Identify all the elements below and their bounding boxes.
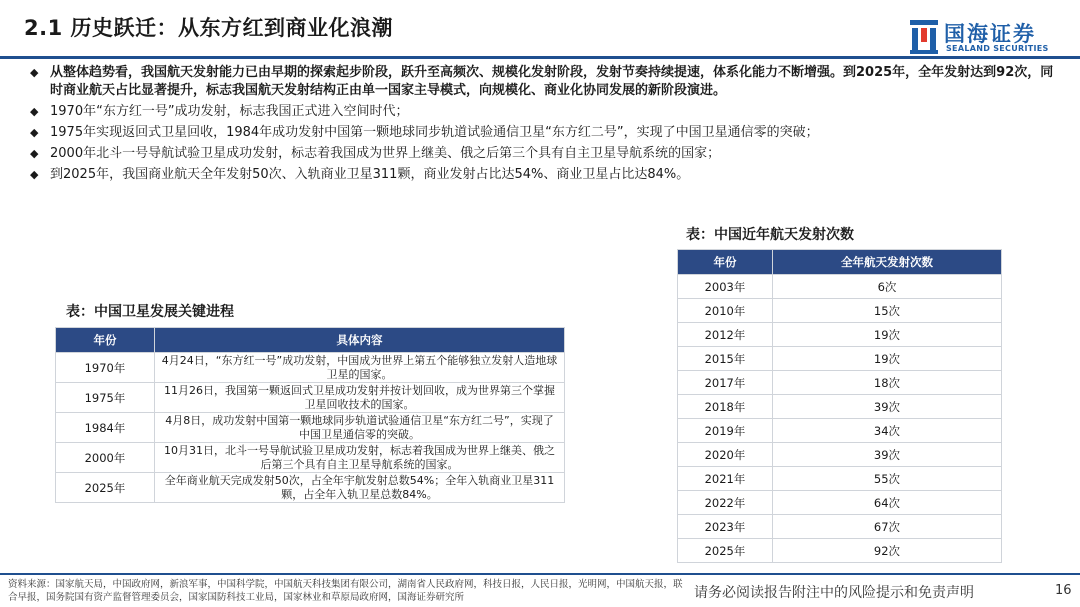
year-cell: 1975年 xyxy=(56,383,155,413)
header-divider xyxy=(0,56,1080,59)
table-header: 年份 xyxy=(56,328,155,353)
year-cell: 2018年 xyxy=(678,395,773,419)
table-row xyxy=(678,419,1002,443)
count-cell: 67次 xyxy=(773,515,1002,539)
table-row xyxy=(678,299,1002,323)
bullet-item: ◆ 到2025年，我国商业航天全年发射50次、入轨商业卫星311颗，商业发射占比达54%、商业卫星占比达84%。 xyxy=(30,166,1065,184)
satellite-milestones-table xyxy=(55,327,565,503)
count-cell: 39次 xyxy=(773,395,1002,419)
table-row xyxy=(56,473,565,503)
content-cell: 4月24日，“东方红一号”成功发射，中国成为世界上第五个能够独立发射人造地球卫星的国家。 xyxy=(155,353,565,383)
table-header: 年份 xyxy=(678,250,773,275)
bullet-item: ◆ 从整体趋势看，我国航天发射能力已由早期的探索起步阶段，跃升至高频次、规模化发射阶段，发射节奏持续提速，体系化能力不断增强。到2025年，全年发射达到92次，同时商业航天占比显著提升，标志我国航天发射结构正由单一国家主导模式，向规模化、商业化协同发展的新阶段演进。 xyxy=(30,64,1065,100)
content-cell: 10月31日，北斗一号导航试验卫星成功发射，标志着我国成为世界上继美、俄之后第三个具有自主卫星导航系统的国家。 xyxy=(155,443,565,473)
content-cell: 4月8日，成功发射中国第一颗地球同步轨道试验通信卫星“东方红二号”，实现了中国卫星通信零的突破。 xyxy=(155,413,565,443)
company-logo xyxy=(910,20,1070,60)
table-row xyxy=(678,515,1002,539)
table-header: 全年航天发射次数 xyxy=(773,250,1002,275)
year-cell: 2012年 xyxy=(678,323,773,347)
year-cell: 2000年 xyxy=(56,443,155,473)
table-row xyxy=(678,395,1002,419)
disclaimer: 请务必阅读报告附注中的风险提示和免责声明 xyxy=(694,585,974,601)
page-title: 2.1 历史跃迁：从东方红到商业化浪潮 xyxy=(24,16,394,40)
table-row xyxy=(56,413,565,443)
year-cell: 2023年 xyxy=(678,515,773,539)
logo-text-cn: 国海证券 xyxy=(944,22,1036,46)
count-cell: 15次 xyxy=(773,299,1002,323)
year-cell: 2025年 xyxy=(56,473,155,503)
year-cell: 2010年 xyxy=(678,299,773,323)
count-cell: 55次 xyxy=(773,467,1002,491)
year-cell: 2017年 xyxy=(678,371,773,395)
bullet-list xyxy=(30,64,1065,187)
year-cell: 1984年 xyxy=(56,413,155,443)
source-note: 资料来源：国家航天局，中国政府网，新浪军事，中国科学院，中国航天科技集团有限公司，湖南省人民政府网，科技日报，人民日报，光明网，中国航天报，联合早报，国务院国有资产监督管理委员会，国家国防科技工业局，国家林业和草原局政府网，国海证券研究所 xyxy=(8,579,683,603)
content-cell: 11月26日，我国第一颗返回式卫星成功发射并按计划回收，成为世界第三个掌握卫星回收技术的国家。 xyxy=(155,383,565,413)
table-row xyxy=(678,275,1002,299)
year-cell: 2025年 xyxy=(678,539,773,563)
logo-text-en: SEALAND SECURITIES xyxy=(946,44,1049,53)
count-cell: 19次 xyxy=(773,347,1002,371)
page-number: 16 xyxy=(1055,583,1072,598)
content-cell: 全年商业航天完成发射50次，占全年宇航发射总数54%；全年入轨商业卫星311颗，占全年入轨卫星总数84%。 xyxy=(155,473,565,503)
year-cell: 2022年 xyxy=(678,491,773,515)
table-row xyxy=(56,443,565,473)
count-cell: 64次 xyxy=(773,491,1002,515)
table-row xyxy=(678,347,1002,371)
table-row xyxy=(678,371,1002,395)
count-cell: 6次 xyxy=(773,275,1002,299)
count-cell: 18次 xyxy=(773,371,1002,395)
count-cell: 92次 xyxy=(773,539,1002,563)
table-row xyxy=(678,467,1002,491)
count-cell: 19次 xyxy=(773,323,1002,347)
year-cell: 2021年 xyxy=(678,467,773,491)
table-row xyxy=(678,443,1002,467)
bullet-item: ◆ 1970年“东方红一号”成功发射，标志我国正式进入空间时代； xyxy=(30,103,1065,121)
logo-mark-icon xyxy=(910,20,938,54)
year-cell: 2020年 xyxy=(678,443,773,467)
table2-caption: 表：中国近年航天发射次数 xyxy=(686,227,854,243)
year-cell: 2003年 xyxy=(678,275,773,299)
table-row xyxy=(56,353,565,383)
count-cell: 39次 xyxy=(773,443,1002,467)
table1-caption: 表：中国卫星发展关键进程 xyxy=(66,304,234,320)
year-cell: 2019年 xyxy=(678,419,773,443)
year-cell: 2015年 xyxy=(678,347,773,371)
table-row xyxy=(678,539,1002,563)
table-header: 具体内容 xyxy=(155,328,565,353)
bullet-item: ◆ 1975年实现返回式卫星回收，1984年成功发射中国第一颗地球同步轨道试验通信卫星“东方红二号”，实现了中国卫星通信零的突破； xyxy=(30,124,1065,142)
table-row xyxy=(678,323,1002,347)
launch-count-table xyxy=(677,249,1002,563)
table-row xyxy=(56,383,565,413)
table-row xyxy=(678,491,1002,515)
count-cell: 34次 xyxy=(773,419,1002,443)
bullet-item: ◆ 2000年北斗一号导航试验卫星成功发射，标志着我国成为世界上继美、俄之后第三个具有自主卫星导航系统的国家； xyxy=(30,145,1065,163)
year-cell: 1970年 xyxy=(56,353,155,383)
footer-divider xyxy=(0,573,1080,575)
